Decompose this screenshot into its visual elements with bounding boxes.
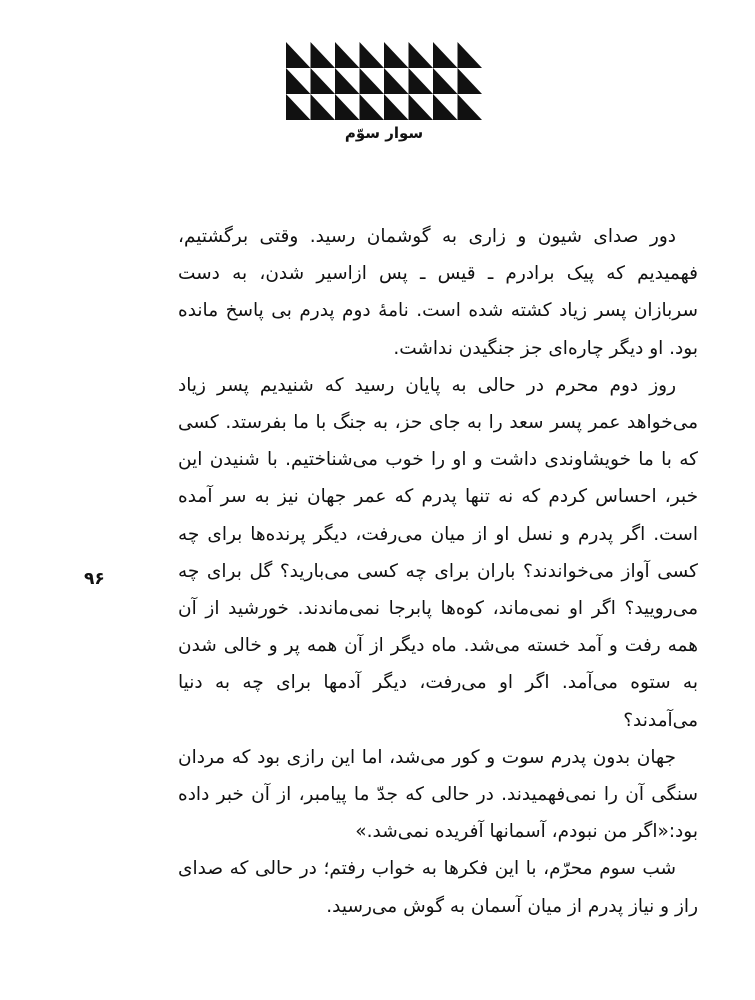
ornament-triangle <box>360 68 385 94</box>
ornament-triangle <box>286 68 311 94</box>
ornament-triangle <box>311 68 336 94</box>
ornament-triangle <box>458 94 483 120</box>
ornament-triangle <box>335 68 360 94</box>
ornament-triangle <box>409 68 434 94</box>
paragraph: دور صدای شیون و زاری به گوشمان رسید. وقتی برگشتیم، فهمیدیم که پیک برادرم ـ قیس ـ پس ازاسیر شدن، به دست سربازان پسر زیاد کشته شده است. نامهٔ دوم پدرم بی پاسخ مانده بود. او دیگر چاره‌ای جز جنگیدن نداشت. <box>178 226 698 359</box>
paragraph: روز دوم محرم در حالی به پایان رسید که شنیدیم پسر زیاد می‌خواهد عمر پسر سعد را به جای حز، به جنگ با ما بفرستد. کسی که با ما خویشاوندی داشت و او را خوب می‌شناختیم. با شنیدن این خبر، احساس کردم که نه تنها پدرم که عمر جهان نیز به سر آمده است. اگر پدرم و نسل او از میان می‌رفت، دیگر پرنده‌ها برای چه کسی آواز می‌خواندند؟ باران برای چه کسی می‌بارید؟ گل برای چه می‌رویید؟ اگر او نمی‌ماند، کوه‌ها پابرجا نمی‌ماندند. خورشید از آن همه رفت و آمد خسته می‌شد. ماه دیگر از آن همه پر و خالی شدن به ستوه می‌آمد. اگر او می‌رفت، دیگر آدمها برای چه به دنیا می‌آمدند؟ <box>178 374 698 731</box>
ornament-triangle <box>360 94 385 120</box>
body-text <box>178 218 698 925</box>
paragraph: جهان بدون پدرم سوت و کور می‌شد، اما این رازی بود که مردان سنگی آن را نمی‌فهمیدند. در حالی که جدّ ما پیامبر، از آن خبر داده بود:«اگر من نبودم، آسمانها آفریده نمی‌شد.» <box>178 746 698 843</box>
ornament-triangle <box>311 42 336 68</box>
page-number: ۹۶ <box>84 569 105 589</box>
ornament-triangle <box>384 68 409 94</box>
ornament-triangle <box>384 42 409 68</box>
ornament-triangle <box>458 42 483 68</box>
ornament-triangle <box>360 42 385 68</box>
ornament-triangle <box>433 42 458 68</box>
ornament-triangle <box>409 42 434 68</box>
ornament-triangle <box>286 94 311 120</box>
ornament-triangle <box>433 68 458 94</box>
chapter-title: سوار سوّم <box>344 124 424 142</box>
ornament-triangle <box>286 42 311 68</box>
ornament-triangle <box>409 94 434 120</box>
ornament-triangle <box>384 94 409 120</box>
paragraph: شب سوم محرّم، با این فکرها به خواب رفتم؛ در حالی که صدای راز و نیاز پدرم از میان آسمان به گوش می‌رسید. <box>178 858 698 917</box>
triangle-pattern-ornament-icon <box>286 42 482 120</box>
ornament-triangle <box>335 94 360 120</box>
ornament-triangle <box>433 94 458 120</box>
ornament-triangle <box>335 42 360 68</box>
ornament-triangle <box>458 68 483 94</box>
ornament-triangle <box>311 94 336 120</box>
